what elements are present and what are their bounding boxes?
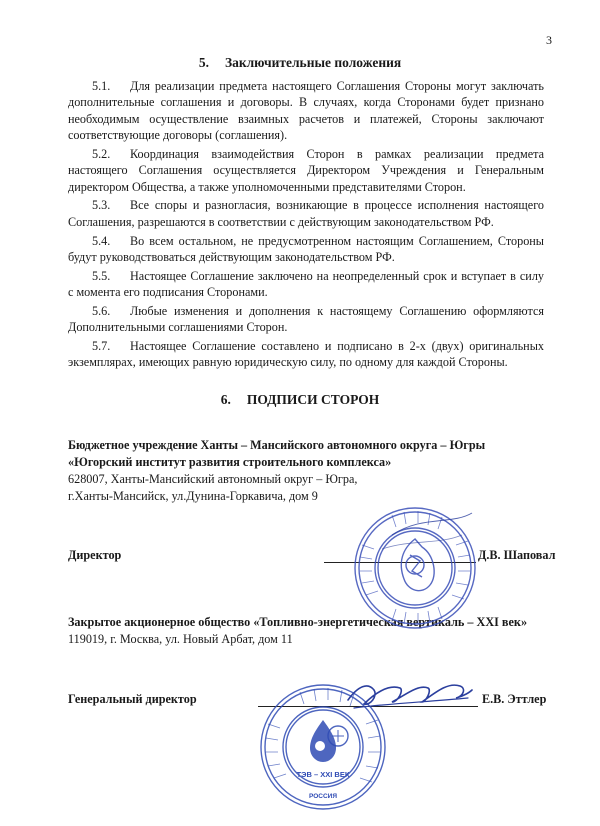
clause-number: 5.5. (92, 268, 111, 283)
party-2-signer: Е.В. Эттлер (482, 692, 547, 706)
clause-5-3 (68, 197, 544, 230)
party-1-name-line-2: «Югорский институт развития строительного комплекса» (68, 455, 392, 469)
party-2-address-line-1: 119019, г. Москва, ул. Новый Арбат, дом 11 (68, 632, 293, 646)
signature-2-graphic (344, 676, 474, 716)
section-6-number: 6. (220, 392, 231, 407)
party-1-signer: Д.В. Шаповал (478, 548, 556, 562)
clause-number: 5.7. (92, 338, 111, 353)
clause-5-4 (68, 233, 544, 266)
party-1-address-line-2: г.Ханты-Мансийск, ул.Дунина-Горкавича, дом 9 (68, 489, 318, 503)
clause-5-7 (68, 338, 544, 371)
clause-text: Настоящее Соглашение составлено и подписано в 2-х (двух) оригинальных экземплярах, имеющих равную юридическую силу, по одному для каждой Стороны. (68, 338, 544, 370)
party-2-name-line-1: Закрытое акционерное общество «Топливно-энергетическая вертикаль – XXI век» (68, 615, 528, 629)
clause-number: 5.3. (92, 198, 111, 213)
clause-text: Во всем остальном, не предусмотренном настоящим Соглашением, Стороны будут руководствоваться действующим законодательством РФ. (68, 233, 544, 264)
clause-number: 5.4. (92, 233, 111, 248)
section-5-number: 5. (198, 55, 209, 70)
page-number: 3 (546, 33, 552, 47)
clause-5-2 (68, 146, 544, 195)
clause-5-5 (68, 268, 544, 301)
seal-2-inner-text: ТЭВ – XXI ВЕК (296, 770, 350, 779)
party-1-name-line-1: Бюджетное учреждение Ханты – Мансийского автономного округа – Югры (68, 438, 486, 452)
clause-text: Для реализации предмета настоящего Соглашения Стороны могут заключать дополнительные соглашения и договоры. В случаях, когда Сторонами будет признано необходимым осуществление взаимных расчетов и платежей, Стороны заключают соответствующие договоры (соглашения). (68, 79, 544, 143)
clause-text: Координация взаимодействия Сторон в рамках реализации предмета настоящего Соглашения осуществляется Директором Учреждения и Генеральным директором Общества, а также уполномоченными представителями Сторон. (68, 146, 544, 194)
section-6-heading (0, 392, 600, 408)
section-6-title: ПОДПИСИ СТОРОН (246, 392, 380, 407)
clause-text: Все споры и разногласия, возникающие в процессе исполнения настоящего Соглашения, разрешаются в соответствии с действующим законодательством РФ. (68, 198, 544, 229)
clause-number: 5.1. (92, 79, 111, 93)
party-1-details (68, 437, 544, 505)
section-5-clauses (68, 78, 544, 373)
clause-number: 5.6. (92, 303, 111, 318)
seal-1-graphic (352, 505, 478, 631)
clause-5-6 (68, 303, 544, 336)
clause-text: Настоящее Соглашение заключено на неопределенный срок и вступает в силу с момента его подписания Сторонами. (68, 268, 544, 300)
seal-2-bottom-text: РОССИЯ (308, 793, 338, 800)
party-2-role: Генеральный директор (68, 692, 197, 706)
section-5-title: Заключительные положения (224, 55, 402, 70)
party-1-seal (352, 505, 478, 631)
section-5-heading (0, 55, 600, 71)
clause-5-1 (68, 78, 544, 144)
clause-number: 5.2. (92, 146, 111, 161)
party-2-handwritten-signature (344, 676, 474, 716)
party-1-role: Директор (68, 548, 122, 562)
party-1-address-line-1: 628007, Ханты-Мансийский автономный округ – Югра, (68, 472, 358, 486)
clause-text: Любые изменения и дополнения к настоящему Соглашению оформляются Дополнительными соглашениями Сторон. (68, 303, 544, 335)
